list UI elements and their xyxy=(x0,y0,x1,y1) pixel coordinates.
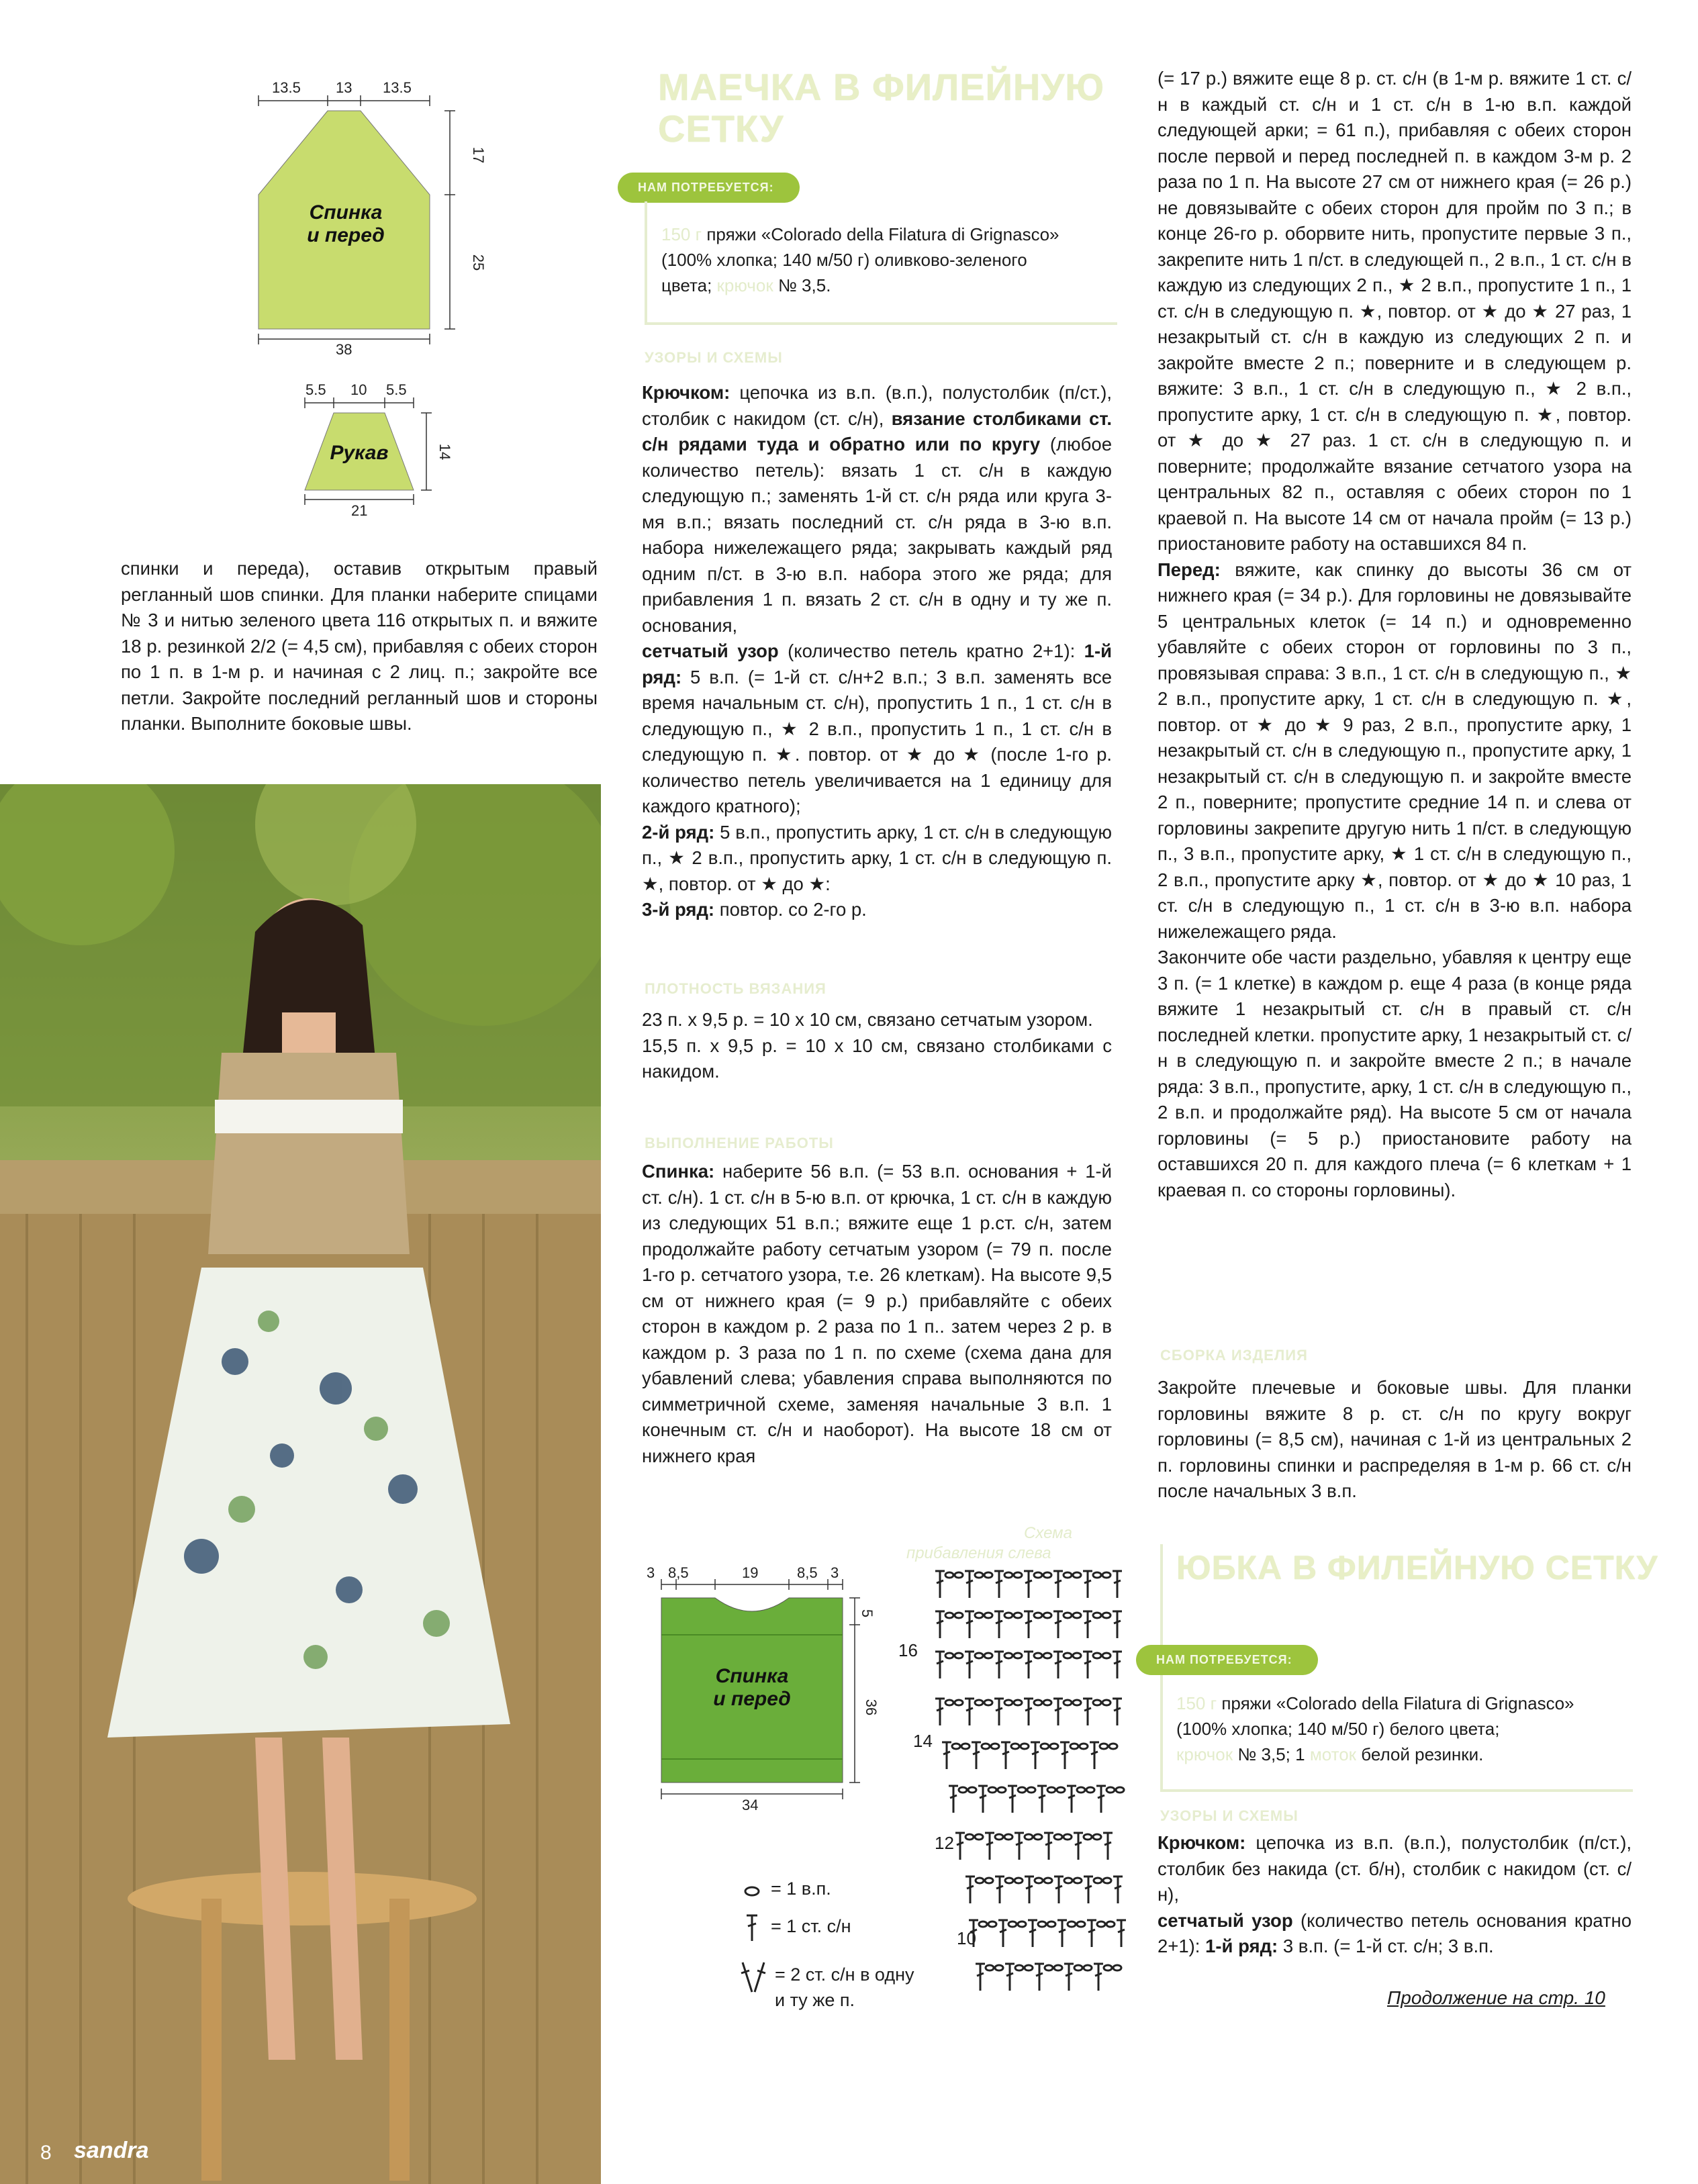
chart-chain xyxy=(1004,1834,1012,1840)
chart-stitch xyxy=(1006,1973,1013,1976)
bs-dim-2: 8,5 xyxy=(668,1564,689,1581)
chart-stitch xyxy=(1032,1752,1039,1754)
chart-stitch xyxy=(977,1973,984,1976)
dc-icon xyxy=(739,1910,765,1944)
chart-chain xyxy=(1015,1878,1023,1883)
chart-chain xyxy=(945,1700,953,1705)
bs-dim-bottom: 34 xyxy=(742,1797,759,1813)
needs-badge: НАМ ПОТРЕБУЕТСЯ: xyxy=(618,173,800,203)
dim-bottom: 38 xyxy=(336,341,352,358)
skirt-needs-hook: крючок xyxy=(1176,1744,1233,1764)
chart-chain xyxy=(1004,1653,1012,1658)
chart-chain xyxy=(965,1834,974,1840)
chart-chain xyxy=(975,1834,983,1840)
bottom-schema xyxy=(641,1564,890,1819)
bs-dim-3: 19 xyxy=(742,1564,759,1581)
chart-stitch xyxy=(950,1795,957,1798)
chart-chain xyxy=(988,1787,996,1793)
chart-stitch xyxy=(1084,1661,1091,1664)
chart-chain xyxy=(984,1613,992,1618)
skirt-needs-one: 1 xyxy=(1295,1744,1305,1764)
chart-chain xyxy=(1041,1744,1049,1749)
skirt-kryuchkom-text: цепочка из в.п. (в.п.), полустолбик (п/ст.), столбик без накида (ст. б/н), столбик с накидом (ст. с/н), xyxy=(1158,1832,1632,1905)
chart-chain xyxy=(984,1653,992,1658)
chart-stitch xyxy=(1115,1886,1121,1889)
bs-dim-4: 8,5 xyxy=(797,1564,818,1581)
chart-stitch xyxy=(1029,1930,1036,1932)
chart-stitch xyxy=(1059,1930,1066,1932)
chart-stitch xyxy=(1062,1752,1068,1754)
chart-chain xyxy=(1093,1700,1101,1705)
chart-chain xyxy=(955,1613,963,1618)
sleeve-dim-right: 14 xyxy=(436,443,454,461)
skirt-needs-amount: 150 г xyxy=(1176,1693,1217,1713)
chart-chain xyxy=(1106,1921,1115,1927)
chart-chain xyxy=(1064,1834,1072,1840)
sleeve-schema xyxy=(295,376,457,524)
density-line1: 23 п. х 9,5 р. = 10 х 10 см, связано сетчатым узором. xyxy=(642,1009,1093,1030)
chart-chain xyxy=(945,1572,953,1578)
chart-stitch xyxy=(1055,1621,1062,1623)
chart-chain xyxy=(1034,1700,1042,1705)
chart-chain xyxy=(1074,1965,1082,1971)
chart-chain xyxy=(1064,1878,1072,1883)
chart-chain xyxy=(1014,1700,1022,1705)
skirt-needs-elastic: белой резинки. xyxy=(1361,1744,1484,1764)
chart-chain xyxy=(1045,1965,1053,1971)
bs-dim-1: 3 xyxy=(647,1564,655,1581)
chart-stitch xyxy=(1068,1795,1075,1798)
needs-text3: цвета; xyxy=(661,275,712,295)
chart-chain xyxy=(988,1921,996,1927)
chart-chain xyxy=(1109,1744,1117,1749)
chart-stitch xyxy=(1025,1621,1032,1623)
chart-stitch xyxy=(1055,1886,1062,1889)
chart-chain xyxy=(975,1572,983,1578)
needs-text2: (100% хлопка; 140 м/50 г) оливково-зеленого xyxy=(661,250,1027,270)
chart-chain xyxy=(1116,1787,1124,1793)
chart-stitch xyxy=(1045,1842,1052,1845)
chart-stitch xyxy=(986,1842,993,1845)
chart-chain xyxy=(995,1834,1003,1840)
chart-chain xyxy=(1025,1834,1033,1840)
set-text: (количество петель кратно 2+1): xyxy=(788,640,1076,661)
chart-chain xyxy=(1102,1653,1111,1658)
row-label-10: 10 xyxy=(957,1928,976,1948)
front-text: вяжите, как спинку до высоты 36 см от нижнего края (= 34 р.). Для горловины не довязывайте 5 центральных клеток (= 14 п.) и одновременно убавляйте с обеих сторон от горловины по 3 п., провязывая справа: 3 в.п., 1 ст. с/н в следующую п., ★ 2 в.п., пропустите арку, 1 ст. с/н в следующую п. ★, повтор. от ★ до ★ 9 раз, 2 в.п., пропустите арку, 1 незакрытый ст. с/н в следующую п., пропустите арку, 1 незакрытый ст. с/н в следующую п. и закройте вместе 2 п., поверните; пропустите средние 14 п. и слева от горловины закрепите другую нить 1 п/ст. в следующую п., 3 в.п., пропустите арку, ★ 1 ст. с/н в следующую п., 2 в.п., пропустите арку ★, повтор. от ★ до ★ 10 раз, 1 ст. с/н в следующую п., 1 ст. с/н в 3-ю в.п. набора нижележащего ряда. xyxy=(1158,559,1632,942)
skirt-set-text: (количество петель основания кратно 2+1): xyxy=(1158,1909,1632,1956)
chart-stitch xyxy=(1039,1795,1045,1798)
density-line2: 15,5 п. х 9,5 р. = 10 х 10 см, связано столбиками с накидом. xyxy=(642,1035,1112,1082)
chart-stitch xyxy=(1114,1580,1121,1583)
chart-chain xyxy=(1015,1965,1023,1971)
chart-chain xyxy=(1034,1653,1042,1658)
middle-text-1 xyxy=(642,380,1112,923)
sleeve-dim-bottom: 21 xyxy=(351,502,368,519)
chart-stitch xyxy=(966,1580,973,1583)
chart-chain xyxy=(1094,1878,1102,1883)
chart-chain xyxy=(1104,1965,1112,1971)
chart-stitch xyxy=(967,1886,974,1889)
dim-top-1: 13.5 xyxy=(272,79,301,96)
chart-stitch xyxy=(937,1621,943,1623)
top-needs xyxy=(661,222,1118,298)
chart-chain xyxy=(1011,1744,1019,1749)
chart-stitch xyxy=(1055,1580,1062,1583)
bs-dim-right: 36 xyxy=(863,1699,880,1716)
left-text: спинки и переда), оставив открытым правый регланный шов спинки. Для планки наберите спицами № 3 и нитью зеленого цвета 116 открытых п. и вяжите 18 р. резинкой 2/2 (= 4,5 см), прибавляя с обеих сторон по 1 п. в 1-м р. и начиная с 2 лиц. п.; закройте все петли. Закройте последний регланный шов и стороны планки. Выполните боковые швы. xyxy=(121,558,598,734)
chart-chain xyxy=(1047,1921,1055,1927)
skirt-text xyxy=(1158,1830,1632,1960)
chart-stitch xyxy=(1025,1580,1032,1583)
chart-chain xyxy=(1074,1878,1082,1883)
chart-stitch xyxy=(1025,1661,1032,1664)
chart-chain xyxy=(955,1653,963,1658)
chart-chain xyxy=(1043,1700,1051,1705)
chart-chain xyxy=(1014,1572,1022,1578)
chart-title-1: Схема xyxy=(1024,1524,1072,1542)
chart-stitch xyxy=(996,1580,1002,1583)
chart-stitch xyxy=(1000,1930,1006,1932)
chart-chain xyxy=(1093,1572,1101,1578)
chart-stitch xyxy=(1009,1795,1016,1798)
chart-chain xyxy=(1050,1744,1058,1749)
right-p3: Закончите обе части раздельно, убавляя к центру еще 3 п. (= 1 клетке) в каждом р. еще 4 раза (в конце ряда вяжите 1 незакрытый ст. с/н в правый ст. с/н последней клетки. пропустите арку, 1 незакрытый ст. с/н в следующую п. и закройте вместе 2 п.; в начале ряда: 3 в.п., пропустите, арку, 1 ст. с/н в следующую п., 2 в.п. и продолжайте ряд). На высоте 5 см от начала горловины (= 5 р.) приостановите работу на оставшихся 20 п. для каждого плеча (= 6 клеткам + 1 краевая п. со стороны горловины). xyxy=(1158,947,1632,1200)
chart-stitch xyxy=(1055,1708,1062,1711)
chart-chain xyxy=(1073,1572,1081,1578)
dim-right-top: 17 xyxy=(470,146,487,164)
chart-chain xyxy=(979,1921,987,1927)
chart-chain xyxy=(945,1653,953,1658)
chart-chain xyxy=(955,1700,963,1705)
chart-chain xyxy=(1004,1613,1012,1618)
section-pattern: УЗОРЫ И СХЕМЫ xyxy=(645,349,783,366)
dim-top-3: 13.5 xyxy=(383,79,412,96)
chart-chain xyxy=(1054,1965,1062,1971)
chart-chain xyxy=(1054,1834,1062,1840)
needs-hook: крючок xyxy=(716,275,773,295)
chart-chain xyxy=(1035,1878,1043,1883)
chart-stitch xyxy=(1114,1661,1121,1664)
chart-chain xyxy=(1084,1965,1092,1971)
skirt-needs xyxy=(1176,1691,1626,1767)
chart-stitch xyxy=(966,1708,973,1711)
right-p1: (= 17 р.) вяжите еще 8 р. ст. с/н (в 1-м р. вяжите 1 ст. с/н в каждый ст. с/н и 1 ст. с/н в 1-ю в.п. каждой следующей арки; = 61 п.), прибавляя с обеих сторон после первой и перед последней п. в каждом 3-м р. 2 раза по 1 п. На высоте 27 см от нижнего края (= 26 р.) не довязывайте с обеих сторон для пройм по 3 п.; в конце 26-го р. оборвите нить, пропустите первые 3 п., закрепите нить 1 п/ст. в следующей п., 2 в.п., 1 ст. с/н в каждую из следующих 2 п., ★ 2 в.п., пропустите 1 п., 1 ст. с/н в следующую п. ★, повтор. от ★ до ★ 27 раз, 1 незакрытый ст. с/н в каждую из следующих 2 п. и закройте вместе 2 п.; поверните и в следующем р. вяжите: 3 в.п., 1 ст. с/н в следующую п., ★ 2 в.п., пропустите арку, 1 ст. с/н в следующую п. ★, повтор. от ★ до ★ 27 раз. 1 ст. с/н в следующую п. и поверните; продолжайте вязание сетчатого узора на центральных 82 п., оставляя с обеих сторон по 1 краевой п. На высоте 14 см от начала пройм (= 13 р.) приостановите работу на оставшихся 84 п. xyxy=(1158,68,1632,554)
chart-stitch xyxy=(957,1842,963,1845)
skirt-needs-hook-no: № 3,5; xyxy=(1237,1744,1290,1764)
photo-illustration xyxy=(0,784,601,2184)
chart-chain xyxy=(1064,1700,1072,1705)
set-label: сетчатый узор xyxy=(642,640,779,661)
skirt-row1-label: 1-й ряд: xyxy=(1205,1936,1278,1956)
needs-hook-no: № 3,5. xyxy=(777,275,831,295)
legend-dc-text: = 1 ст. с/н xyxy=(771,1916,851,1936)
chart-chain xyxy=(1018,1921,1026,1927)
section-density: ПЛОТНОСТЬ ВЯЗАНИЯ xyxy=(645,980,827,997)
chart-stitch xyxy=(1066,1973,1072,1976)
skirt-title: ЮБКА В ФИЛЕЙНУЮ СЕТКУ xyxy=(1176,1549,1658,1586)
chart-stitch xyxy=(1002,1752,1009,1754)
chart-chain xyxy=(1043,1653,1051,1658)
assembly-text: Закройте плечевые и боковые швы. Для планки горловины вяжите 8 р. ст. с/н по кругу вокруг горловины (= 8,5 см), начиная с 1-й из центральных 2 п. горловины спинки и распределяя в 1-м р. 66 ст. с/н после начальных 3 в.п. xyxy=(1158,1377,1632,1501)
chart-chain xyxy=(1093,1834,1101,1840)
chart-chain xyxy=(1004,1572,1012,1578)
chart-chain xyxy=(976,1878,984,1883)
chart-chain xyxy=(1077,1787,1085,1793)
skirt-set-label: сетчатый узор xyxy=(1158,1909,1293,1931)
chart-stitch xyxy=(1084,1580,1091,1583)
chart-stitch xyxy=(1098,1795,1104,1798)
chart-chain xyxy=(1025,1965,1033,1971)
bs-dim-5: 3 xyxy=(831,1564,839,1581)
section-work: ВЫПОЛНЕНИЕ РАБОТЫ xyxy=(645,1135,834,1151)
chart-title-2: прибавления слева xyxy=(906,1544,1051,1562)
top-title-line1: МАЕЧКА В ФИЛЕЙНУЮ xyxy=(658,66,1104,108)
chart-chain xyxy=(1021,1744,1029,1749)
chart-stitch xyxy=(1075,1842,1082,1845)
kryuchkom-text: цепочка из в.п. (в.п.), полустолбик (п/ст.), столбик с накидом (ст. с/н), xyxy=(642,382,1112,429)
chart-stitch xyxy=(980,1795,986,1798)
needs-text1: пряжи «Colorado della Filatura di Grignasco» xyxy=(706,224,1059,244)
chart-stitch xyxy=(996,1621,1002,1623)
chart-chain xyxy=(1106,1787,1115,1793)
bs-label: Спинка и перед xyxy=(713,1665,791,1710)
skirt-needs-spool: моток xyxy=(1309,1744,1357,1764)
chart-chain xyxy=(1014,1613,1022,1618)
chart-chain xyxy=(1034,1834,1042,1840)
chart-chain xyxy=(945,1613,953,1618)
row2-label: 2-й ряд: xyxy=(642,821,715,843)
chart-chain xyxy=(955,1572,963,1578)
row1-label: 1-й ряд: xyxy=(642,640,1113,687)
top-schema xyxy=(248,74,504,356)
chart-chain xyxy=(1097,1921,1105,1927)
chart-chain xyxy=(1070,1744,1078,1749)
chart-chain xyxy=(1064,1613,1072,1618)
density-text xyxy=(642,1007,1112,1085)
skirt-section-pattern: УЗОРЫ И СХЕМЫ xyxy=(1160,1807,1299,1824)
kryuchkom-label: Крючком: xyxy=(642,382,730,403)
chart-chain xyxy=(1047,1787,1055,1793)
chart-chain xyxy=(1073,1700,1081,1705)
chart-chain xyxy=(1093,1653,1101,1658)
back-body: наберите 56 в.п. (= 53 в.п. основания + 1-й ст. с/н). 1 ст. с/н в 5-ю в.п. от крючка, 1 ст. с/н в каждую из следующих 51 в.п.; вяжите еще 1 р.ст. с/н, затем продолжайте работу сетчатым узором (= 79 п. после 1-го р. сетчатого узора, т.е. 26 клеткам). На высоте 9,5 см от нижнего края (= 9 р.) прибавляйте с обеих сторон в каждом р. 2 раза по 1 п.. затем через 2 р. в каждом р. 3 раза по 1 п. по схеме (схема дана для убавлений слева; убавления справа выполняются по симметричной схеме, заменяя начальные 3 в.п. 1 конечным ст. с/н и наоборот). На высоте 18 см от нижнего края xyxy=(642,1161,1113,1466)
chart-chain xyxy=(1014,1653,1022,1658)
chart-chain xyxy=(1008,1921,1017,1927)
chart-stitch xyxy=(1114,1708,1121,1711)
legend-increase-text: = 2 ст. с/н в одну и ту же п. xyxy=(775,1964,914,2010)
skirt-kryuchkom-label: Крючком: xyxy=(1158,1832,1246,1853)
chain-icon xyxy=(739,1881,765,1901)
row3-text: повтор. со 2-го р. xyxy=(719,899,867,920)
row-label-16: 16 xyxy=(898,1640,918,1660)
legend-chain-text: = 1 в.п. xyxy=(771,1879,831,1899)
chart-chain xyxy=(975,1613,983,1618)
chart-chain xyxy=(1102,1572,1111,1578)
chart-chain xyxy=(984,1572,992,1578)
chart-chain xyxy=(1102,1700,1111,1705)
chart-chain xyxy=(998,1787,1006,1793)
skirt-needs-text2: (100% хлопка; 140 м/50 г) белого цвета; xyxy=(1176,1719,1500,1739)
chart-chain xyxy=(1027,1787,1035,1793)
sleeve-dim-2: 10 xyxy=(350,381,367,398)
chart-stitch xyxy=(996,1708,1002,1711)
chart-stitch xyxy=(937,1661,943,1664)
chart-stitch xyxy=(1095,1973,1102,1976)
vaz-text: (любое количество петель): вязать 1 ст. с/н в каждую следующую п.; заменять 1-й ст. с/н ряда или круга 3-мя в.п.; вязать последний ст. с/н ряда в 3-ю в.п. набора нижележащего ряда; закрывать каждый ряд одним п/ст. в 3-ю в.п. набора этого же ряда; для прибавления 1 п. вязать 2 ст. с/н в одну и ту же п. основания, xyxy=(642,434,1113,636)
chart-stitch xyxy=(1104,1842,1111,1845)
row1-text: 5 в.п. (= 1-й ст. с/н+2 в.п.; 3 в.п. заменять все время начальным ст. с/н), пропустить 1 п., 1 ст. с/н в следующую п., ★ 2 в.п., пропустить 1 п., 1 ст. с/н в следующую п. ★. повтор. от ★ до ★ (после 1-го р. количество петель увеличивается на 1 единицу для каждого кратного); xyxy=(642,666,1112,816)
chart-stitch xyxy=(1026,1886,1033,1889)
chart-stitch xyxy=(1025,1708,1032,1711)
chart-chain xyxy=(1064,1572,1072,1578)
chart-chain xyxy=(1043,1572,1051,1578)
dim-top-2: 13 xyxy=(336,79,352,96)
chart-stitch xyxy=(966,1661,973,1664)
chart-stitch xyxy=(1036,1973,1043,1976)
top-title-line2: СЕТКУ xyxy=(658,107,784,150)
needs-amount: 150 г xyxy=(661,224,702,244)
chart-chain xyxy=(1018,1787,1026,1793)
skirt-needs-badge: НАМ ПОТРЕБУЕТСЯ: xyxy=(1136,1645,1318,1675)
chart-chain xyxy=(968,1787,976,1793)
right-text xyxy=(1158,66,1632,1203)
skirt-needs-text1: пряжи «Colorado della Filatura di Grignasco» xyxy=(1221,1693,1574,1713)
row2-text: 5 в.п., пропустить арку, 1 ст. с/н в следующую п., ★ 2 в.п., пропустить арку, 1 ст. с/н в следующую п. ★, повтор. от ★ до ★: xyxy=(642,821,1113,894)
chart-chain xyxy=(1005,1878,1013,1883)
legend xyxy=(739,1873,940,2021)
chart-chain xyxy=(961,1744,970,1749)
chart-chain xyxy=(982,1744,990,1749)
chart-stitch xyxy=(1084,1621,1091,1623)
page-number: 8 xyxy=(40,2142,52,2164)
chart-stitch xyxy=(1016,1842,1023,1845)
chart-chain xyxy=(1093,1613,1101,1618)
chart-chain xyxy=(1100,1744,1108,1749)
chart-chain xyxy=(985,1878,993,1883)
chart-chain xyxy=(1102,1613,1111,1618)
chart-chain xyxy=(995,1965,1003,1971)
row-label-12: 12 xyxy=(935,1833,954,1853)
chart-chain xyxy=(1034,1613,1042,1618)
chart-chain xyxy=(1004,1700,1012,1705)
front-label: Перед: xyxy=(1158,559,1221,580)
chart-chain xyxy=(1064,1653,1072,1658)
chart-chain xyxy=(986,1965,994,1971)
sleeve-dim-1: 5.5 xyxy=(305,381,326,398)
chart-stitch xyxy=(1084,1708,1091,1711)
chart-stitch xyxy=(970,1930,977,1932)
chart-stitch xyxy=(996,1661,1002,1664)
chart-stitch xyxy=(1114,1621,1121,1623)
chart-chain xyxy=(991,1744,999,1749)
chart-chain xyxy=(1113,1965,1121,1971)
chart-chain xyxy=(1068,1921,1076,1927)
chart-stitch xyxy=(943,1752,950,1754)
chart-stitch xyxy=(996,1886,1003,1889)
vaz-label: вязание столбиками ст. с/н рядами туда и обратно или по кругу xyxy=(642,408,1112,455)
chart-chain xyxy=(1103,1878,1111,1883)
chart-stitch xyxy=(1118,1930,1125,1932)
chart-chain xyxy=(975,1700,983,1705)
chart-stitch xyxy=(973,1752,980,1754)
chart-chain xyxy=(975,1653,983,1658)
sleeve-dim-3: 5.5 xyxy=(386,381,407,398)
dim-right-bottom: 25 xyxy=(470,254,487,271)
row-label-14: 14 xyxy=(913,1731,933,1751)
chart-chain xyxy=(1080,1744,1088,1749)
chart-stitch xyxy=(966,1621,973,1623)
chart-chain xyxy=(1044,1878,1052,1883)
chart-chain xyxy=(1034,1572,1042,1578)
magazine-logo: sandra xyxy=(74,2138,149,2163)
chart-chain xyxy=(1073,1613,1081,1618)
chart-chain xyxy=(1077,1921,1085,1927)
schema-label: Спинка и перед xyxy=(307,201,385,246)
back-text xyxy=(642,1159,1112,1469)
continued-link[interactable]: Продолжение на стр. 10 xyxy=(1387,1987,1605,2008)
chart-stitch xyxy=(1091,1752,1098,1754)
back-label: Спинка: xyxy=(642,1161,715,1182)
chart-chain xyxy=(1043,1613,1051,1618)
skirt-row1-text: 3 в.п. (= 1-й ст. с/н; 3 в.п. xyxy=(1282,1936,1494,1956)
chart-chain xyxy=(1073,1653,1081,1658)
chart-stitch xyxy=(1088,1930,1095,1932)
chart-chain xyxy=(952,1744,960,1749)
row3-label: 3-й ряд: xyxy=(642,899,715,920)
chart-chain xyxy=(1057,1787,1065,1793)
chart-chain xyxy=(1086,1787,1094,1793)
chart-stitch xyxy=(937,1580,943,1583)
chart-stitch xyxy=(1055,1661,1062,1664)
chart-chain xyxy=(1084,1834,1092,1840)
chart-chain xyxy=(984,1700,992,1705)
chart-chain xyxy=(1038,1921,1046,1927)
model-photo xyxy=(0,784,601,2184)
sleeve-label: Рукав xyxy=(330,442,389,464)
bs-dim-right-top: 5 xyxy=(859,1609,876,1618)
chart-chain xyxy=(959,1787,967,1793)
chart-stitch xyxy=(937,1708,943,1711)
dc-increase-icon xyxy=(739,1957,768,1997)
chart-stitch xyxy=(1085,1886,1092,1889)
section-assembly: СБОРКА ИЗДЕЛИЯ xyxy=(1160,1347,1308,1364)
